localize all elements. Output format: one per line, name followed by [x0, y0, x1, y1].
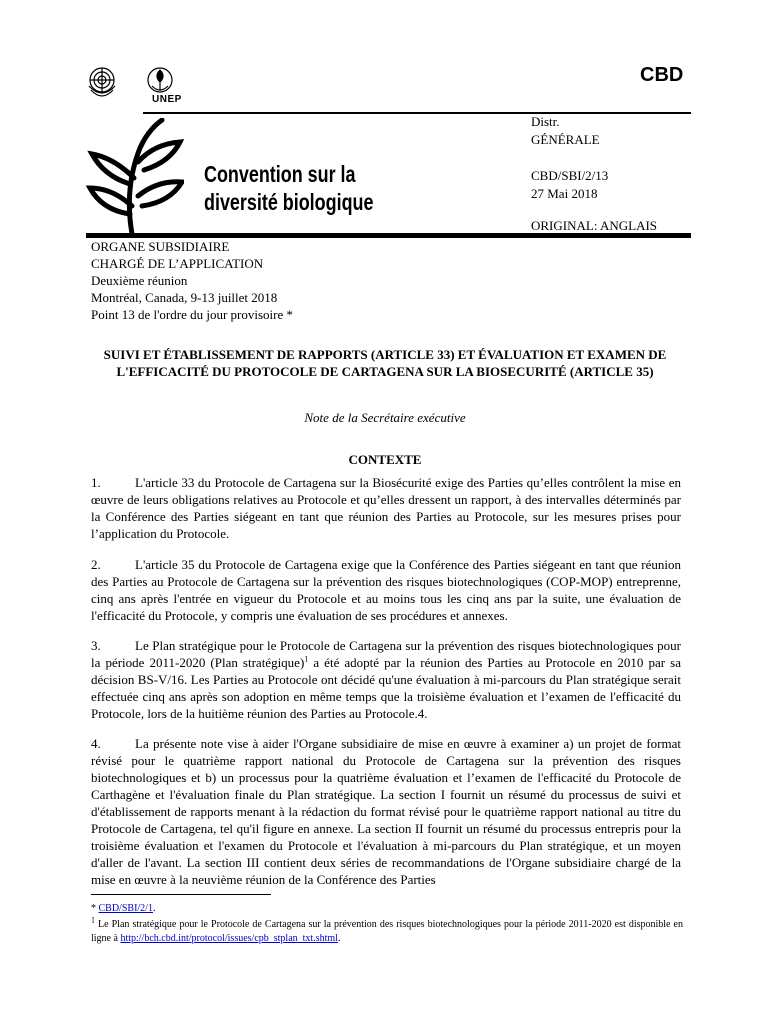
convention-title-line1: Convention sur la [204, 161, 356, 187]
meeting-line-5: Point 13 de l'ordre du jour provisoire * [91, 307, 294, 322]
paragraph-number: 4. [91, 736, 101, 751]
footnote-text: Le Plan stratégique pour le Protocole de Cartagena sur la prévention des risques biotechnologiques pour la période 2011-2020 est disponible en ligne à [91, 919, 683, 944]
section-heading: CONTEXTE [348, 452, 422, 467]
un-emblem-icon [89, 68, 115, 96]
paragraph-text-cont: a été adopté par la réunion des Parties au Protocole en 2010 par sa décision BS-V/16. Les Parties au Protocole ont décidé qu'une évaluation à mi-parcours du Plan stratégique serait effectuée cinq ans après son adoption en même temps que la troisième évaluation et l’examen de l'efficacité du Protocole, lors de la huitième réunion des Parties au Protocole.4. [91, 655, 681, 721]
footnote-rule [91, 894, 271, 895]
paragraph-4 [91, 735, 681, 888]
cbd-plant-logo [84, 118, 184, 236]
paragraph-1 [91, 474, 681, 542]
unep-emblem-icon [148, 68, 172, 92]
footnote-2 [91, 915, 683, 946]
footnote-ref[interactable]: 1 [304, 654, 309, 664]
paragraph-3 [91, 637, 681, 722]
meeting-line-1: ORGANE SUBSIDIAIRE [91, 239, 230, 254]
meeting-line-2: CHARGÉ DE L’APPLICATION [91, 256, 264, 271]
original-language: ORIGINAL: ANGLAIS [531, 218, 658, 233]
paragraph-text: L'article 35 du Protocole de Cartagena exige que la Conférence des Parties siégeant en tant que réunion des Parties au Protocole de Cartagena sur la prévention des risques biotechnologiques (COP-MOP) entreprenne, cinq ans après l'entrée en vigueur du Protocole et au moins tous les cinq ans par la suite, une évaluation de l'efficacité du Protocole, y compris une évaluation de ses procédures et annexes. [91, 557, 681, 623]
footnote-end: . [337, 933, 341, 944]
meeting-info [91, 238, 293, 323]
meeting-line-4: Montréal, Canada, 9-13 juillet 2018 [91, 290, 278, 305]
paragraph-text: La présente note vise à aider l'Organe subsidiaire de mise en œuvre à examiner a) un projet de format révisé pour le quatrième rapport national du Protocole de Cartagena sur la prévention des risques biotechnologiques et b) un processus pour la quatrième évaluation et l’examen de l'efficacité du Protocole de Carthagène et l'évaluation finale du Plan stratégique. La section I fournit un résumé du processus de suivi et d'établissement de rapports menant à la rédaction du format révisé pour le quatrième rapport national au titre du Protocole de Cartagena, tel qu'il figure en annexe. La section II fournit un résumé du processus entrepris pour la troisième évaluation et l'examen du Protocole et l'évaluation à mi-parcours du Plan stratégique, et un moyen d'aller de l'avant. La section III contient deux séries de recommandations de l'Organe subsidiaire chargé de la mise en œuvre à la neuvième réunion de la Conférence des Parties [91, 736, 681, 887]
footnote-link[interactable]: CBD/SBI/2/1 [98, 903, 153, 914]
paragraph-text: Le Plan stratégique pour le Protocole de Cartagena sur la prévention des risques biotechnologiques pour la période 2011-2020 (Plan stratégique) [91, 638, 681, 670]
footnote-1 [91, 902, 683, 916]
paragraph-number: 1. [91, 475, 101, 490]
paragraph-text: L'article 33 du Protocole de Cartagena sur la Biosécurité exige des Parties qu’elles contrôlent la mise en œuvre de leurs obligations relatives au Protocole et qu’elles dressent un rapport, à des intervalles déterminés par la Conférence des Parties siégeant en tant que réunion des Parties au Protocole, sur les mesures prises pour l’application du Protocole. [91, 475, 681, 541]
convention-title [204, 160, 373, 216]
convention-title-line2: diversité biologique [204, 189, 374, 215]
distr-label: Distr. [531, 114, 560, 129]
document-subtitle: Note de la Secrétaire exécutive [304, 410, 466, 425]
footnote-mark: * [91, 903, 96, 914]
document-title: SUIVI ET ÉTABLISSEMENT DE RAPPORTS (ARTICLE 33) ET ÉVALUATION ET EXAMEN DE L'EFFICACITÉ DU PROTOCOLE DE CARTAGENA SUR LA BIOSECURITÉ (ARTICLE 35) [103, 347, 667, 379]
footnote-mark: 1 [91, 915, 95, 925]
document-symbol: CBD/SBI/2/13 [531, 168, 609, 183]
footnote-link[interactable]: http://bch.cbd.int/protocol/issues/cpb_stplan_txt.shtml [120, 933, 338, 944]
document-date: 27 Mai 2018 [531, 186, 598, 201]
paragraph-number: 3. [91, 638, 101, 653]
distribution-block [531, 113, 657, 235]
distr-generale: GÉNÉRALE [531, 132, 600, 147]
cbd-symbol-mark: CBD [640, 64, 684, 86]
footnote-end: . [152, 903, 156, 914]
meeting-line-3: Deuxième réunion [91, 273, 188, 288]
paragraph-number: 2. [91, 557, 101, 572]
paragraph-2 [91, 556, 681, 624]
unep-label: UNEP [152, 94, 182, 105]
